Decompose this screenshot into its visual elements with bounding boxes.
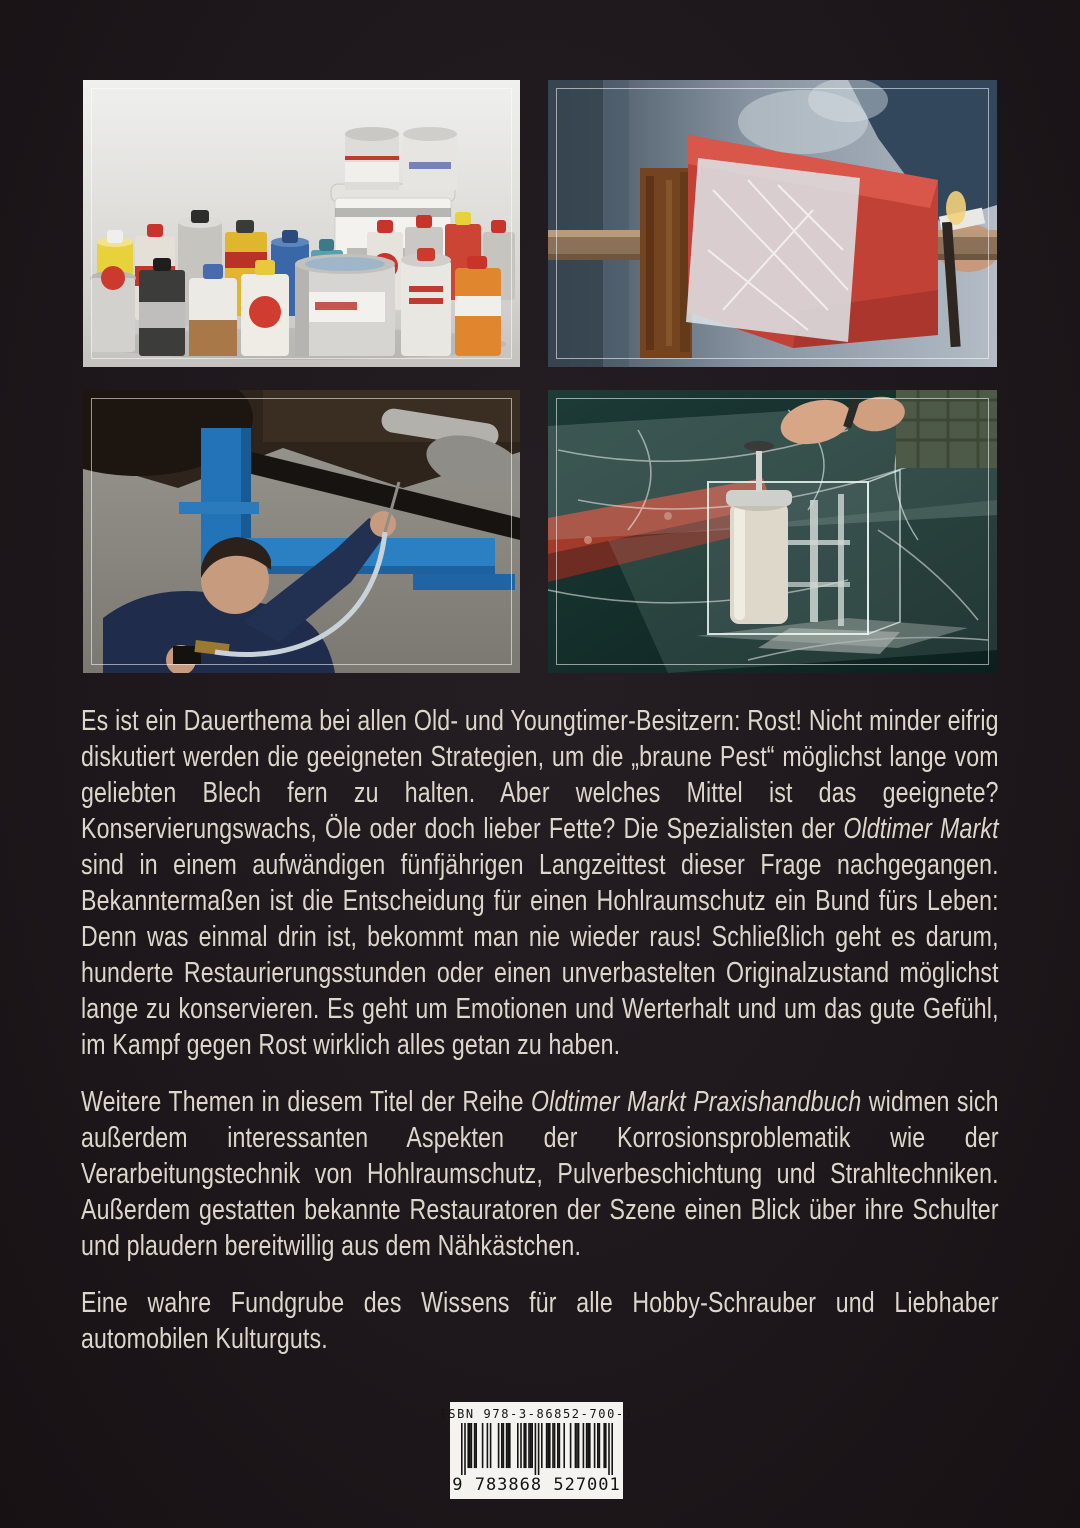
ean13-barcode	[461, 1423, 613, 1475]
photo-products-illustration	[83, 80, 520, 367]
photo-spray-illustration	[548, 80, 997, 367]
photo-foil-illustration	[548, 390, 997, 673]
magazine-title-italic: Oldtimer Markt	[843, 813, 999, 845]
paragraph-text: widmen sich außerdem interessanten Aspekten der Korrosionsproblematik wie der Verarbeitungstechnik von Hohlraumschutz, Pulverbeschichtung und Strahltechniken. Außerdem gestatten bekannte Restauratoren der Szene einen Blick über ihre Schulter und plaudern bereitwillig aus dem Nähkästchen.	[81, 1086, 999, 1262]
paragraph-text: Eine wahre Fundgrube des Wissens für alle Hobby-Schrauber und Liebhaber automobilen Kulturguts.	[81, 1287, 999, 1355]
paragraph-further-topics	[81, 1084, 999, 1264]
paragraph-closing	[81, 1285, 999, 1357]
paragraph-text: Es ist ein Dauerthema bei allen Old- und Youngtimer-Besitzern: Rost! Nicht minder eifrig diskutiert werden die geeigneten Strategien, um die „braune Pest“ möglichst lange vom geliebten Blech fern zu halten. Aber welches Mittel ist das geeignete? Konservierungswachs, Öle oder doch lieber Fette? Die Spezialisten der	[81, 705, 999, 845]
photo-rust-protection-products	[83, 80, 520, 367]
paragraph-rust-intro	[81, 703, 999, 1063]
photo-wax-spray-test-panel	[548, 80, 997, 367]
body-text	[81, 703, 999, 1378]
isbn-barcode	[439, 1402, 634, 1499]
isbn-text: ISBN 978-3-86852-700-1	[439, 1407, 634, 1421]
paragraph-text: sind in einem aufwändigen fünfjährigen Langzeittest dieser Frage nachgegangen. Bekanntermaßen ist die Entscheidung für einen Hohlraumschutz ein Bund fürs Leben: Denn was einmal drin ist, bekommt man nie wieder raus! Schließlich geht es darum, hunderte Restaurierungsstunden oder einen unverbastelten Originalzustand möglichst lange zu konservieren. Es geht um Emotionen und Werterhalt und um das gute Gefühl, im Kampf gegen Rost wirklich alles getan zu haben.	[81, 849, 999, 1061]
barcode-digits: 9 783868 527001	[452, 1475, 621, 1495]
photo-underbody-illustration	[83, 390, 520, 673]
photo-underbody-cavity-wax	[83, 390, 520, 673]
paragraph-text: Weitere Themen in diesem Titel der Reihe	[81, 1086, 532, 1118]
photo-foil-wrapped-test-rig	[548, 390, 997, 673]
series-title-italic: Oldtimer Markt Praxishandbuch	[531, 1086, 862, 1118]
